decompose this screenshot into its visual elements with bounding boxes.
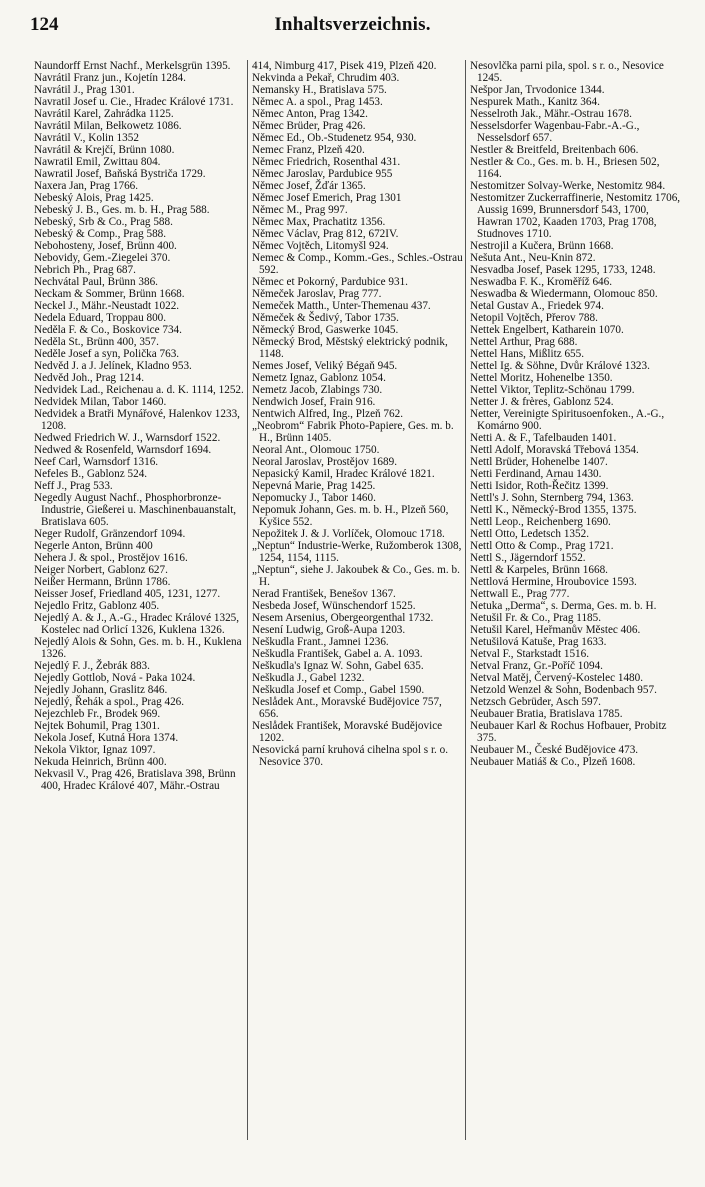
index-entry: Němec et Pokorný, Pardubice 931. xyxy=(252,276,408,288)
index-entry: Netušilová Katuše, Prag 1633. xyxy=(470,636,607,648)
index-entry: Neckel J., Mähr.-Neustadt 1022. xyxy=(34,300,180,312)
index-entry: Nettel Arthur, Prag 688. xyxy=(470,336,578,348)
index-entry: Němec M., Prag 997. xyxy=(252,204,348,216)
index-entry: Nekvasil V., Prag 426, Bratislava 398, Brünn 400, Hradec Králové 407, Mähr.-Ostrau xyxy=(34,768,236,792)
column-divider xyxy=(465,60,466,1140)
index-entry: 414, Nimburg 417, Pisek 419, Plzeň 420. xyxy=(252,60,437,72)
index-entry: Nettl K., Německý-Brod 1355, 1375. xyxy=(470,504,637,516)
index-entry: Němec Jaroslav, Pardubice 955 xyxy=(252,168,393,180)
index-entry: Nejtek Bohumil, Prag 1301. xyxy=(34,720,160,732)
index-entry: Neff J., Prag 533. xyxy=(34,480,113,492)
index-entry: Neoral Jaroslav, Prostějov 1689. xyxy=(252,456,397,468)
index-entry: Němec Vojtěch, Litomyšl 924. xyxy=(252,240,389,252)
index-entry: Neckam & Sommer, Brünn 1668. xyxy=(34,288,185,300)
index-entry: Nesem Arsenius, Obergeorgenthal 1732. xyxy=(252,612,434,624)
index-entry: Němec Václav, Prag 812, 672IV. xyxy=(252,228,399,240)
index-entry: Navrátil Milan, Bełkowetz 1086. xyxy=(34,120,182,132)
index-entry: Negerle Anton, Brünn 400 xyxy=(34,540,153,552)
index-entry: Nedvidek Milan, Tabor 1460. xyxy=(34,396,167,408)
index-entry: Netušil Fr. & Co., Prag 1185. xyxy=(470,612,602,624)
index-entry: Netter, Vereinigte Spiritusoenfoken., A.-G., Komárno 900. xyxy=(470,408,665,432)
index-entry: Nejezchleb Fr., Brodek 969. xyxy=(34,708,161,720)
page-header xyxy=(30,14,675,40)
index-entry: Netal Gustav A., Friedek 974. xyxy=(470,300,604,312)
index-entry: Netušil Karel, Heřmanův Městec 406. xyxy=(470,624,641,636)
index-entry: Neubauer Bratia, Bratislava 1785. xyxy=(470,708,623,720)
index-entry: Nemec & Comp., Komm.-Ges., Schles.-Ostrau 592. xyxy=(252,252,463,276)
index-entry: Nestomitzer Solvay-Werke, Nestomitz 984. xyxy=(470,180,666,192)
index-entry: Nestler & Co., Ges. m. b. H., Briesen 502, 1164. xyxy=(470,156,660,180)
index-entry: Nejedlý A. & J., A.-G., Hradec Králové 1325, Kostelec nad Orlicí 1326, Kuklena 1326. xyxy=(34,612,240,636)
index-entry: „Neptun“, siehe J. Jakoubek & Co., Ges. m. b. H. xyxy=(252,564,460,588)
index-entry: Nesovlčka parni pila, spol. s r. o., Nesovice 1245. xyxy=(470,60,664,84)
index-entry: Němec A. a spol., Prag 1453. xyxy=(252,96,383,108)
index-entry: Nebohosteny, Josef, Brünn 400. xyxy=(34,240,177,252)
index-column-2 xyxy=(252,60,464,1160)
index-entry: Nestomitzer Zuckerraffinerie, Nestomitz 1706, Aussig 1699, Brunnersdorf 543, 1700, Hawran 1702, Kaaden 1703, Prag 1708, Studnoves 1710. xyxy=(470,192,681,240)
index-entry: Německý Brod, Gaswerke 1045. xyxy=(252,324,399,336)
index-entry: Neděla St., Brünn 400, 357. xyxy=(34,336,159,348)
index-entry: Netval Matěj, Červený-Kostelec 1480. xyxy=(470,672,644,684)
index-entry: Navratil Josef u. Cie., Hradec Králové 1731. xyxy=(34,96,234,108)
index-entry: Neškudla Frant., Jamnei 1236. xyxy=(252,636,389,648)
index-entry: Naxera Jan, Prag 1766. xyxy=(34,180,139,192)
index-entry: Nettwall E., Prag 777. xyxy=(470,588,570,600)
index-entry: Němeček Jaroslav, Prag 777. xyxy=(252,288,382,300)
index-entry: „Neptun“ Industrie-Werke, Ružomberok 1308, 1254, 1154, 1115. xyxy=(252,540,462,564)
index-entry: Nebeský Alois, Prag 1425. xyxy=(34,192,154,204)
index-entry: Netzsch Gebrüder, Asch 597. xyxy=(470,696,601,708)
index-entry: Nekvinda a Pekař, Chrudim 403. xyxy=(252,72,400,84)
index-columns xyxy=(34,60,682,1160)
index-entry: Němec Brüder, Prag 426. xyxy=(252,120,366,132)
index-entry: Nešuta Ant., Neu-Knin 872. xyxy=(470,252,596,264)
index-entry: Neškudla František, Gabel a. A. 1093. xyxy=(252,648,423,660)
index-entry: Neswadba & Wiedermann, Olomouc 850. xyxy=(470,288,658,300)
index-entry: Neškudla's Ignaz W. Sohn, Gabel 635. xyxy=(252,660,424,672)
index-entry: Netval F., Starkstadt 1516. xyxy=(470,648,590,660)
index-entry: Nesení Ludwig, Groß-Aupa 1203. xyxy=(252,624,406,636)
index-entry: Němec Anton, Prag 1342. xyxy=(252,108,368,120)
index-entry: Nedvidek Lad., Reichenau a. d. K. 1114, 1252. xyxy=(34,384,244,396)
index-entry: Nepevná Marie, Prag 1425. xyxy=(252,480,376,492)
index-entry: Nettlová Hermine, Hroubovice 1593. xyxy=(470,576,637,588)
index-entry: Nejedlý Alois & Sohn, Ges. m. b. H., Kuklena 1326. xyxy=(34,636,242,660)
index-entry: Netopil Vojtěch, Přerov 788. xyxy=(470,312,598,324)
index-entry: Nettel Viktor, Teplitz-Schönau 1799. xyxy=(470,384,635,396)
index-entry: Neubauer Karl & Rochus Hofbauer, Probitz 375. xyxy=(470,720,667,744)
index-entry: Neděla F. & Co., Boskovice 734. xyxy=(34,324,182,336)
index-entry: Nebovidy, Gem.-Ziegelei 370. xyxy=(34,252,171,264)
index-entry: Nemetz Jacob, Zlabings 730. xyxy=(252,384,383,396)
index-entry: Nechvátal Paul, Brünn 386. xyxy=(34,276,158,288)
index-entry: Neißer Hermann, Brünn 1786. xyxy=(34,576,171,588)
index-entry: Nesselsdorfer Wagenbau-Fabr.-A.-G., Nesselsdorf 657. xyxy=(470,120,640,144)
index-entry: Nentwich Alfred, Ing., Plzeň 762. xyxy=(252,408,403,420)
index-entry: Neger Rudolf, Gränzendorf 1094. xyxy=(34,528,186,540)
index-entry: Nemes Josef, Veliký Bégaň 945. xyxy=(252,360,398,372)
index-entry: Netti Ferdinand, Arnau 1430. xyxy=(470,468,602,480)
index-entry: Nettl S., Jägerndorf 1552. xyxy=(470,552,586,564)
index-entry: Nettl Adolf, Moravská Třebová 1354. xyxy=(470,444,639,456)
index-entry: Netti Isidor, Roth-Řečitz 1399. xyxy=(470,480,609,492)
index-entry: Netuka „Derma“, s. Derma, Ges. m. b. H. xyxy=(470,600,657,612)
index-entry: Němec Max, Prachatitz 1356. xyxy=(252,216,386,228)
index-entry: Neef Carl, Warnsdorf 1316. xyxy=(34,456,159,468)
index-entry: Nestler & Breitfeld, Breitenbach 606. xyxy=(470,144,639,156)
index-entry: Němeček & Šedivý, Tabor 1735. xyxy=(252,312,399,324)
index-entry: Nettl Otto, Ledetsch 1352. xyxy=(470,528,589,540)
index-entry: Netti A. & F., Tafelbauden 1401. xyxy=(470,432,617,444)
page-number: 124 xyxy=(30,14,59,35)
index-entry: Nejedlý F. J., Žebrák 883. xyxy=(34,660,150,672)
index-entry: Nepožitek J. & J. Vorlíček, Olomouc 1718. xyxy=(252,528,445,540)
index-entry: Nedvěd Joh., Prag 1214. xyxy=(34,372,144,384)
index-entry: Navrátil J., Prag 1301. xyxy=(34,84,135,96)
index-entry: Nedvidek a Bratři Mynářové, Halenkov 1233, 1208. xyxy=(34,408,240,432)
index-entry: Neoral Ant., Olomouc 1750. xyxy=(252,444,380,456)
index-entry: Nedwed & Rosenfeld, Warnsdorf 1694. xyxy=(34,444,212,456)
index-entry: Neubauer Matiáš & Co., Plzeň 1608. xyxy=(470,756,636,768)
index-entry: Němec Josef Emerich, Prag 1301 xyxy=(252,192,402,204)
index-entry: Nettel Hans, Mißlitz 655. xyxy=(470,348,585,360)
index-entry: Nemeček Matth., Unter-Themenau 437. xyxy=(252,300,431,312)
index-entry: Nawratil Emil, Zwittau 804. xyxy=(34,156,161,168)
index-entry: Neškudla J., Gabel 1232. xyxy=(252,672,365,684)
index-entry: Netter J. & frères, Gablonz 524. xyxy=(470,396,614,408)
index-entry: Nejedlý, Řehák a spol., Prag 426. xyxy=(34,696,185,708)
index-entry: Neisser Josef, Friedland 405, 1231, 1277. xyxy=(34,588,221,600)
index-entry: Nejedly Gottlob, Nová - Paka 1024. xyxy=(34,672,196,684)
column-divider xyxy=(247,60,248,1140)
index-entry: Neděle Josef a syn, Polička 763. xyxy=(34,348,180,360)
index-entry: Nespurek Math., Kanitz 364. xyxy=(470,96,600,108)
index-entry: Nestrojil a Kučera, Brünn 1668. xyxy=(470,240,614,252)
index-entry: Nettl & Karpeles, Brünn 1668. xyxy=(470,564,608,576)
index-entry: Nettl's J. Sohn, Sternberg 794, 1363. xyxy=(470,492,634,504)
index-entry: Neslådek František, Moravské Budějovice 1202. xyxy=(252,720,443,744)
index-entry: Němec Josef, Žďár 1365. xyxy=(252,180,366,192)
index-entry: Netval Franz, Gr.-Poříč 1094. xyxy=(470,660,603,672)
index-column-1 xyxy=(34,60,246,1160)
index-entry: Němec Friedrich, Rosenthal 431. xyxy=(252,156,401,168)
index-entry: Nesbeda Josef, Wünschendorf 1525. xyxy=(252,600,416,612)
index-entry: Nedela Eduard, Troppau 800. xyxy=(34,312,167,324)
index-entry: Nebeský & Comp., Prag 588. xyxy=(34,228,167,240)
index-entry: Němec Ed., Ob.-Studenetz 954, 930. xyxy=(252,132,417,144)
index-entry: Německý Brod, Městský elektrický podnik, 1148. xyxy=(252,336,448,360)
index-entry: Nepomucky J., Tabor 1460. xyxy=(252,492,376,504)
index-entry: Nettl Brüder, Hohenelbe 1407. xyxy=(470,456,608,468)
index-entry: Nekuda Heinrich, Brünn 400. xyxy=(34,756,167,768)
index-entry: Nekola Josef, Kutná Hora 1374. xyxy=(34,732,179,744)
index-entry: Netzold Wenzel & Sohn, Bodenbach 957. xyxy=(470,684,657,696)
index-entry: Nefeles B., Gablonz 524. xyxy=(34,468,148,480)
index-entry: Nedwed Friedrich W. J., Warnsdorf 1522. xyxy=(34,432,221,444)
index-entry: Nepasický Kamil, Hradec Králové 1821. xyxy=(252,468,435,480)
index-entry: Navrátil & Krejčí, Brünn 1080. xyxy=(34,144,175,156)
index-entry: Nebeský, Srb & Co., Prag 588. xyxy=(34,216,173,228)
page-title: Inhaltsverzeichnis. xyxy=(274,14,431,35)
index-entry: Nekola Viktor, Ignaz 1097. xyxy=(34,744,156,756)
index-entry: Nendwich Josef, Frain 916. xyxy=(252,396,376,408)
index-entry: Neswadba F. K., Kroměříž 646. xyxy=(470,276,613,288)
index-entry: Nettel Ig. & Söhne, Dvůr Králové 1323. xyxy=(470,360,650,372)
index-entry: Nettek Engelbert, Katharein 1070. xyxy=(470,324,624,336)
index-entry: Nerad František, Benešov 1367. xyxy=(252,588,396,600)
index-entry: Nešpor Jan, Trvodonice 1344. xyxy=(470,84,605,96)
index-entry: Navrátil V., Kolin 1352 xyxy=(34,132,139,144)
index-entry: Nemec Franz, Plzeň 420. xyxy=(252,144,365,156)
index-entry: Nebrich Ph., Prag 687. xyxy=(34,264,136,276)
index-entry: Nemetz Ignaz, Gablonz 1054. xyxy=(252,372,386,384)
index-entry: Nesvadba Josef, Pasek 1295, 1733, 1248. xyxy=(470,264,656,276)
index-entry: Nejedlo Fritz, Gablonz 405. xyxy=(34,600,160,612)
index-entry: Neškudla Josef et Comp., Gabel 1590. xyxy=(252,684,425,696)
index-entry: Nejedly Johann, Graslitz 846. xyxy=(34,684,168,696)
index-entry: Neiger Norbert, Gablonz 627. xyxy=(34,564,168,576)
index-entry: Naundorff Ernst Nachf., Merkelsgrün 1395. xyxy=(34,60,231,72)
index-entry: Nawratil Josef, Baňská Bystriča 1729. xyxy=(34,168,206,180)
index-entry: Nettl Otto & Comp., Prag 1721. xyxy=(470,540,614,552)
index-entry: „Neobrom“ Fabrik Photo-Papiere, Ges. m. b. H., Brünn 1405. xyxy=(252,420,454,444)
index-entry: Nebeský J. B., Ges. m. b. H., Prag 588. xyxy=(34,204,210,216)
index-entry: Neslådek Ant., Moravské Budějovice 757, 656. xyxy=(252,696,442,720)
index-entry: Neubauer M., České Budějovice 473. xyxy=(470,744,639,756)
index-entry: Nesselroth Jak., Mähr.-Ostrau 1678. xyxy=(470,108,632,120)
index-entry: Nesovická parní kruhová cihelna spol s r. o. Nesovice 370. xyxy=(252,744,449,768)
index-entry: Navrátil Franz jun., Kojetín 1284. xyxy=(34,72,186,84)
index-entry: Navrátil Karel, Zahrádka 1125. xyxy=(34,108,174,120)
index-entry: Nemansky H., Bratislava 575. xyxy=(252,84,387,96)
index-entry: Nedvěd J. a J. Jelínek, Kladno 953. xyxy=(34,360,192,372)
index-entry: Nepomuk Johann, Ges. m. b. H., Plzeň 560, Kyšice 552. xyxy=(252,504,449,528)
index-column-3 xyxy=(470,60,682,1160)
index-entry: Negedly August Nachf., Phosphorbronze-Industrie, Gießerei u. Maschinenbauanstalt, Bratislava 605. xyxy=(34,492,237,528)
index-entry: Nehera J. & spol., Prostějov 1616. xyxy=(34,552,188,564)
index-entry: Nettel Moritz, Hohenelbe 1350. xyxy=(470,372,613,384)
index-entry: Nettl Leop., Reichenberg 1690. xyxy=(470,516,611,528)
